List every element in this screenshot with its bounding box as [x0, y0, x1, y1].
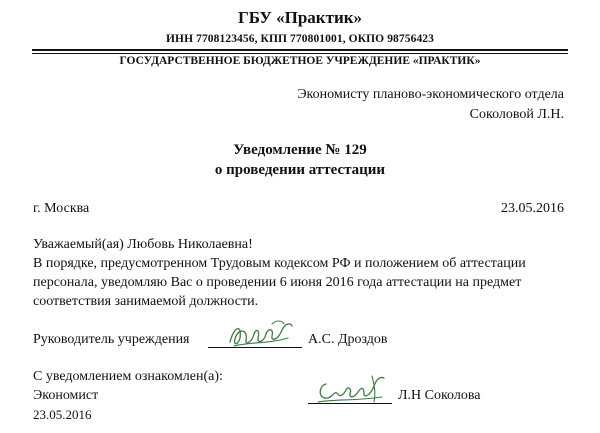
org-name: ГБУ «Практик»: [237, 8, 363, 27]
employee-name: Л.Н Соколова: [398, 388, 481, 403]
head-signature-icon: [224, 316, 296, 352]
employee-signature-icon: [312, 372, 390, 408]
body-line: персонала, уведомляю Вас о проведении 6 июня 2016 года аттестации на предмет: [33, 275, 522, 290]
head-label: Руководитель учреждения: [33, 332, 190, 347]
employee-position: Экономист: [33, 388, 99, 403]
head-name: А.С. Дроздов: [308, 332, 388, 347]
document-title: Уведомление № 129: [233, 142, 367, 158]
acknowledgement-label: С уведомлением ознакомлен(а):: [33, 369, 223, 384]
org-full-name: ГОСУДАРСТВЕННОЕ БЮДЖЕТНОЕ УЧРЕЖДЕНИЕ «ПРАКТИК»: [119, 55, 481, 67]
header-rule-thin: [32, 53, 568, 54]
body-line: В порядке, предусмотренном Трудовым кодексом РФ и положением об аттестации: [33, 256, 526, 271]
acknowledgement-date: 23.05.2016: [33, 407, 92, 422]
org-codes: ИНН 7708123456, КПП 770801001, ОКПО 98756423: [165, 33, 434, 45]
body-line: соответствия занимаемой должности.: [33, 294, 259, 309]
city: г. Москва: [33, 201, 90, 216]
addressee-name: Соколовой Л.Н.: [469, 107, 564, 122]
header-rule-thick: [32, 49, 568, 51]
document-date: 23.05.2016: [501, 201, 564, 216]
document-subtitle: о проведении аттестации: [214, 162, 386, 178]
addressee-position: Экономисту планово-экономического отдела: [297, 87, 564, 102]
greeting: Уважаемый(ая) Любовь Николаевна!: [33, 237, 253, 252]
